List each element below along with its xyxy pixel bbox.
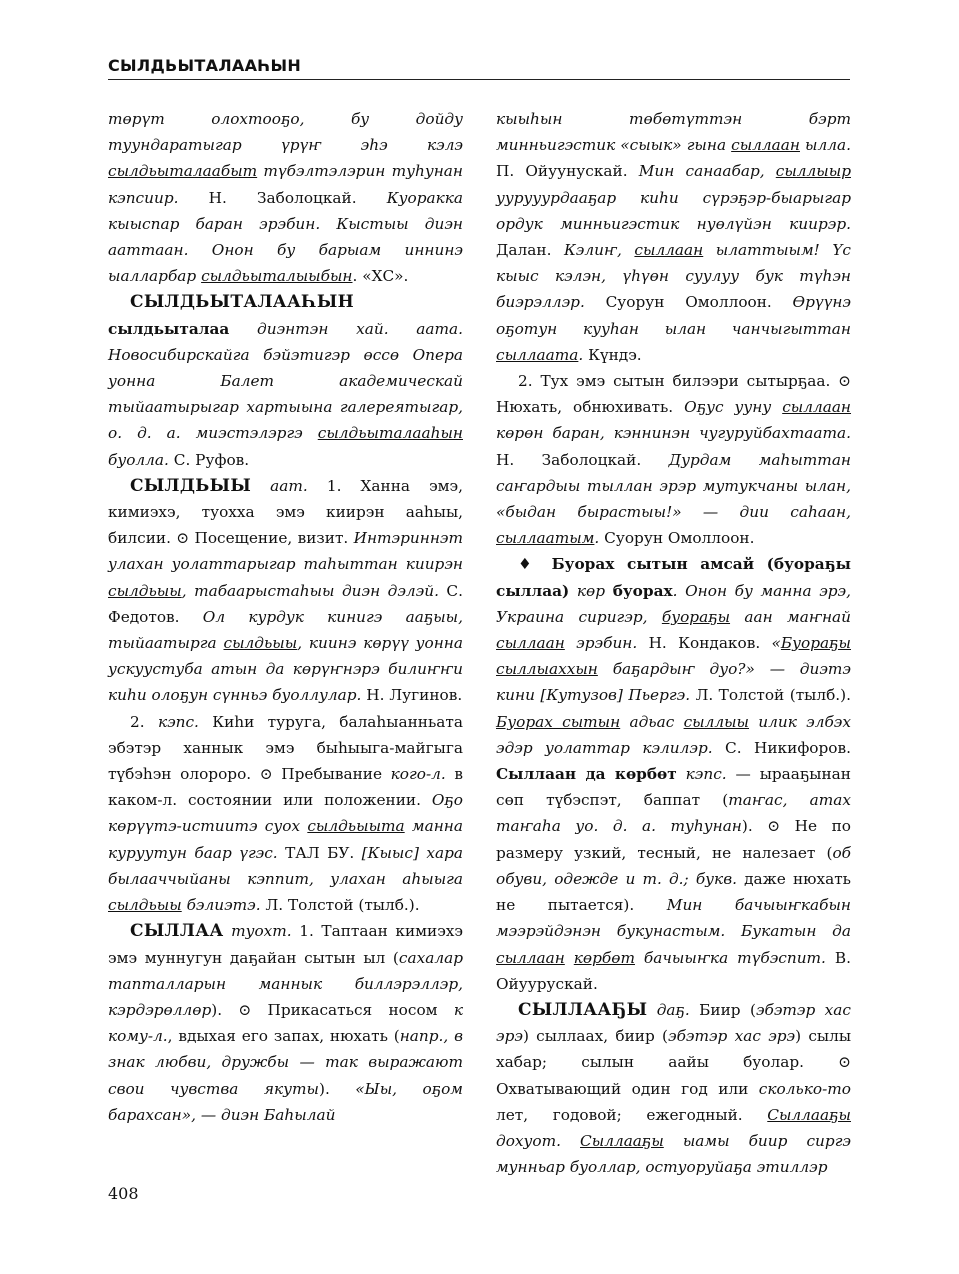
entry-paragraph: [108, 918, 463, 1128]
entry-paragraph: [496, 106, 851, 368]
italic-text: аан маҥнай: [730, 607, 852, 626]
text-run: Н. Лугинов.: [366, 686, 463, 705]
bold-phrase: ♦ Буорах сытын амсай (буораҕы сыллаа): [496, 555, 851, 600]
underlined-example-word: буораҕы: [661, 607, 731, 626]
italic-text: бачыыҥка түбэспит.: [634, 948, 835, 967]
italic-text: Интэриннэт улахан уолаттарыгар таһыттан киирэн: [108, 529, 463, 574]
text-run: даже нюхать не пытается).: [496, 869, 851, 915]
italic-text: дохуот.: [496, 1131, 581, 1150]
text-run: Н. Заболоцкай.: [496, 450, 669, 469]
headword: СЫЛЛААҔЫ: [518, 999, 648, 1020]
text-run: 1. Ханна эмэ, кимиэхэ, туохха эмэ киирэн ааһыы, билсии. ⊙ Посещение, визит.: [108, 476, 463, 548]
italic-text: кэпс.: [676, 765, 727, 784]
italic-text: кого-л.: [390, 765, 446, 784]
italic-text: напр., в знак любви, дружбы — так выражают свои чувства якуты: [108, 1027, 463, 1098]
underlined-example-word: Сыллааҕы: [767, 1105, 851, 1124]
text-run: Л. Толстой (тылб.).: [695, 686, 851, 705]
italic-text: кыыһын төбөтүттэн бэрт минньигэстик «сыык» гына: [496, 110, 851, 155]
italic-text: Кэлиҥ,: [563, 241, 635, 260]
italic-text: Оҕус ууну: [684, 398, 783, 417]
text-run: Н. Кондаков.: [648, 634, 772, 653]
text-run: в каком-л. состоянии или положении.: [108, 765, 463, 810]
italic-text: ыамы биир сиргэ мунньар буоллар, остуоруйаҕа этиллэр: [496, 1131, 851, 1177]
text-run: — ыраaҕынан сөп түбэспэт, баппат (: [496, 765, 851, 810]
text-run: 2.: [130, 712, 158, 731]
italic-text: Мин санаабар,: [638, 162, 776, 181]
italic-text: адьас: [620, 712, 684, 731]
header-rule: [108, 79, 850, 80]
bold-phrase: Сыллаан да көрбөт: [496, 765, 677, 784]
running-title: СЫЛДЬЫТАЛААҺЫН: [108, 56, 302, 75]
headword: СЫЛДЬЫТАЛААҺЫН: [130, 292, 354, 313]
italic-text: манна куруутун баар үгэс.: [108, 817, 463, 862]
italic-text: ылаттыым! Үс кыыс кэлэн, үһүөн суулуу бук түһэн биэрэллэр.: [496, 241, 851, 312]
text-run: Күндэ.: [588, 345, 642, 364]
headword: СЫЛДЬЫЫ: [130, 475, 252, 496]
text-run: ТАЛ БУ.: [285, 843, 362, 862]
italic-text: .: [594, 529, 605, 548]
text-run: ) сылы хабар; сылын аайы буолар. ⊙ Охватывающий один год или: [496, 1027, 851, 1098]
underlined-example-word: сылдьыталаабыт: [108, 162, 258, 181]
italic-text: көрөн баран, кэннинэн чугуруйбахтаата.: [496, 424, 851, 443]
bold-phrase: сылдьыталаа: [108, 319, 230, 338]
underlined-example-word: сылдьыы: [108, 896, 182, 915]
italic-text: к кому-л.: [108, 1000, 463, 1046]
italic-text: буолла.: [108, 450, 174, 469]
italic-text: аат.: [251, 476, 308, 495]
text-run: П. Ойуунускай.: [496, 162, 639, 181]
italic-text: . Онон бу манна эрэ, Украина сиригэр,: [496, 581, 851, 626]
text-run: С. Руфов.: [173, 450, 250, 469]
underlined-example-word: Буорах сытын: [496, 712, 621, 731]
text-run: Киһи туруга, балаһыанньата эбэтэр ханнык эмэ быһыыга-майгыга түбэһэн олороро. ⊙ Пребывание: [108, 712, 463, 784]
underlined-example-word: сыллаатым: [496, 529, 595, 548]
page-number: 408: [108, 1184, 139, 1203]
italic-text: Мин бачыыҥкабын мээрэйдэнэн букунастым. Букатын да: [496, 896, 851, 941]
italic-text: даҕ.: [647, 1000, 690, 1019]
text-run: 1. Таптаан кимиэхэ эмэ муннугун даҕайан сытын ыл (: [108, 922, 463, 967]
italic-text: [Кыыс] хара былааччыйаны кэппит, улахан аһыыга: [108, 843, 464, 888]
italic-text: Дурдам маһыттан саҥардыы тыллан эрэр мутукчаны ылан, «быдан бырастыы!» — дии саһаан,: [496, 450, 852, 522]
italic-text: Ол курдук кинигэ ааҕыы, тыйаатырга: [108, 607, 463, 653]
underlined-example-word: сылдьыталыыбын: [201, 267, 353, 286]
italic-text: Оҕо көрүүтэ-истиитэ суох: [108, 791, 463, 836]
italic-text: [565, 949, 574, 967]
underlined-example-word: Буораҕы сыллыаххын: [496, 634, 851, 679]
italic-text: эбэтэр хас эрэ: [668, 1027, 796, 1046]
italic-text: об обуви, одежде и т. д.; букв.: [496, 843, 851, 888]
italic-text: эрэбин.: [564, 634, 649, 653]
underlined-example-word: Сыллааҕы: [580, 1131, 664, 1150]
italic-text: таҥас, атах таҥаһа уо. д. а. туһунан: [496, 791, 851, 836]
italic-text: кэпс.: [157, 712, 199, 731]
text-run: Биир (: [689, 1000, 756, 1019]
entry-paragraph: [108, 106, 463, 289]
headword: СЫЛЛАА: [130, 921, 224, 942]
text-run: Далан.: [496, 241, 564, 260]
underlined-example-word: сыллыы: [683, 712, 750, 731]
italic-text: ылла.: [799, 136, 851, 155]
underlined-example-word: сыллаан: [496, 634, 565, 653]
text-run: ). ⊙ Прикасаться носом: [211, 1000, 454, 1019]
text-run: В. Ойуурускай.: [496, 948, 851, 993]
italic-text: эбэтэр хас эрэ: [496, 1000, 851, 1046]
underlined-example-word: көрбөт: [573, 948, 635, 967]
italic-text: баҕардыҥ дуо?» — диэтэ кини [Кутузов] Пьергэ.: [496, 660, 851, 705]
italic-text: туохт.: [223, 922, 292, 941]
italic-text: көр: [569, 581, 613, 600]
text-run: Н. Заболоцкай.: [208, 188, 387, 207]
italic-text: Куоракка кыыспар баран эрэбин. Кыстыы диэн ааттаан. Онон бу барыам иннинэ ыалларбар: [108, 188, 464, 286]
underlined-example-word: сыллаан: [782, 398, 852, 417]
text-run: ) сыллаах, биир (: [522, 1027, 668, 1046]
underlined-example-word: сылдьыыта: [307, 817, 405, 836]
underlined-example-word: сыллаан: [634, 241, 704, 260]
underlined-example-word: сылдьыталааһын: [317, 424, 463, 443]
entry-paragraph: [496, 551, 851, 996]
text-run: С. Никифоров.: [725, 738, 851, 757]
text-run: . «ХС».: [352, 267, 409, 286]
entry-paragraph: [108, 289, 463, 472]
italic-text: , табаарыстаһыы диэн дэлэй.: [181, 581, 447, 600]
entry-paragraph: [108, 473, 463, 709]
underlined-example-word: сыллаан: [731, 136, 800, 155]
text-run: Суорун Омоллоон.: [605, 293, 793, 312]
text-run: лет, годовой; ежегодный.: [496, 1105, 768, 1124]
underlined-example-word: сыллаата: [496, 345, 579, 364]
text-run: Суорун Омоллоон.: [604, 529, 755, 548]
italic-text: бэлиэтэ.: [181, 896, 266, 915]
italic-text: , киинэ көрүү уонна ускуустуба атын да көрүҥнэрэ билиҥҥи киһи олоҕун сүнньэ буоллулар.: [108, 634, 463, 705]
italic-text: сколько-то: [758, 1079, 851, 1098]
underlined-example-word: сыллыыр: [775, 162, 851, 181]
italic-text: Өрүүнэ оҕотун кууһан ылан чанчыгыттан: [496, 293, 851, 338]
text-run: , вдыхая его запах, нюхать (: [167, 1027, 400, 1046]
right-column: [496, 106, 851, 1180]
italic-text: диэнтэн хай. аата. Новосибирскайга бэйэтигэр өссө Опера уонна Балет академическай тыйаатырыгар хартыына галереятыгар, о. д. а. миэстэлэргэ: [108, 319, 463, 443]
italic-text: төрүт олохтооҕо, бу дойду туундаратыгар үрүҥ эһэ кэлэ: [108, 110, 463, 155]
italic-text: сахалар тапталларын маннык биллэрэллэр, кэрдэрөллөр: [108, 948, 463, 1019]
text-run: Л. Толстой (тылб.).: [265, 896, 420, 915]
entry-paragraph: [496, 997, 851, 1180]
text-run: С. Федотов.: [108, 581, 463, 626]
text-run: 2. Тух эмэ сытын билээри сытырҕаа. ⊙ Нюхать, обнюхивать.: [496, 372, 851, 417]
underlined-example-word: сылдьыы: [223, 634, 298, 653]
italic-text: .: [578, 345, 589, 364]
italic-text: илик элбэх эдэр уолаттар кэлилэр.: [496, 712, 851, 757]
entry-paragraph: [496, 368, 851, 551]
italic-text: уурууурдааҕар киһи сүрэҕэр-быарыгар ордук минньигэстик нуөлүйэн киирэр.: [496, 188, 851, 233]
entry-paragraph: [108, 709, 463, 919]
italic-text: «Ыы, оҕом барахсан», — диэн Баһылай: [108, 1079, 463, 1124]
italic-text: түбэлтэлэрин туһунан кэпсиир.: [108, 162, 463, 207]
text-run: ).: [318, 1079, 356, 1098]
underlined-example-word: сылдьыы: [108, 581, 182, 600]
text-run: ). ⊙ Не по размеру узкий, тесный, не налезает (: [496, 817, 851, 862]
left-column: [108, 106, 463, 1128]
italic-text: «: [771, 634, 781, 653]
bold-phrase: буорах: [612, 581, 673, 600]
underlined-example-word: сыллаан: [496, 948, 565, 967]
